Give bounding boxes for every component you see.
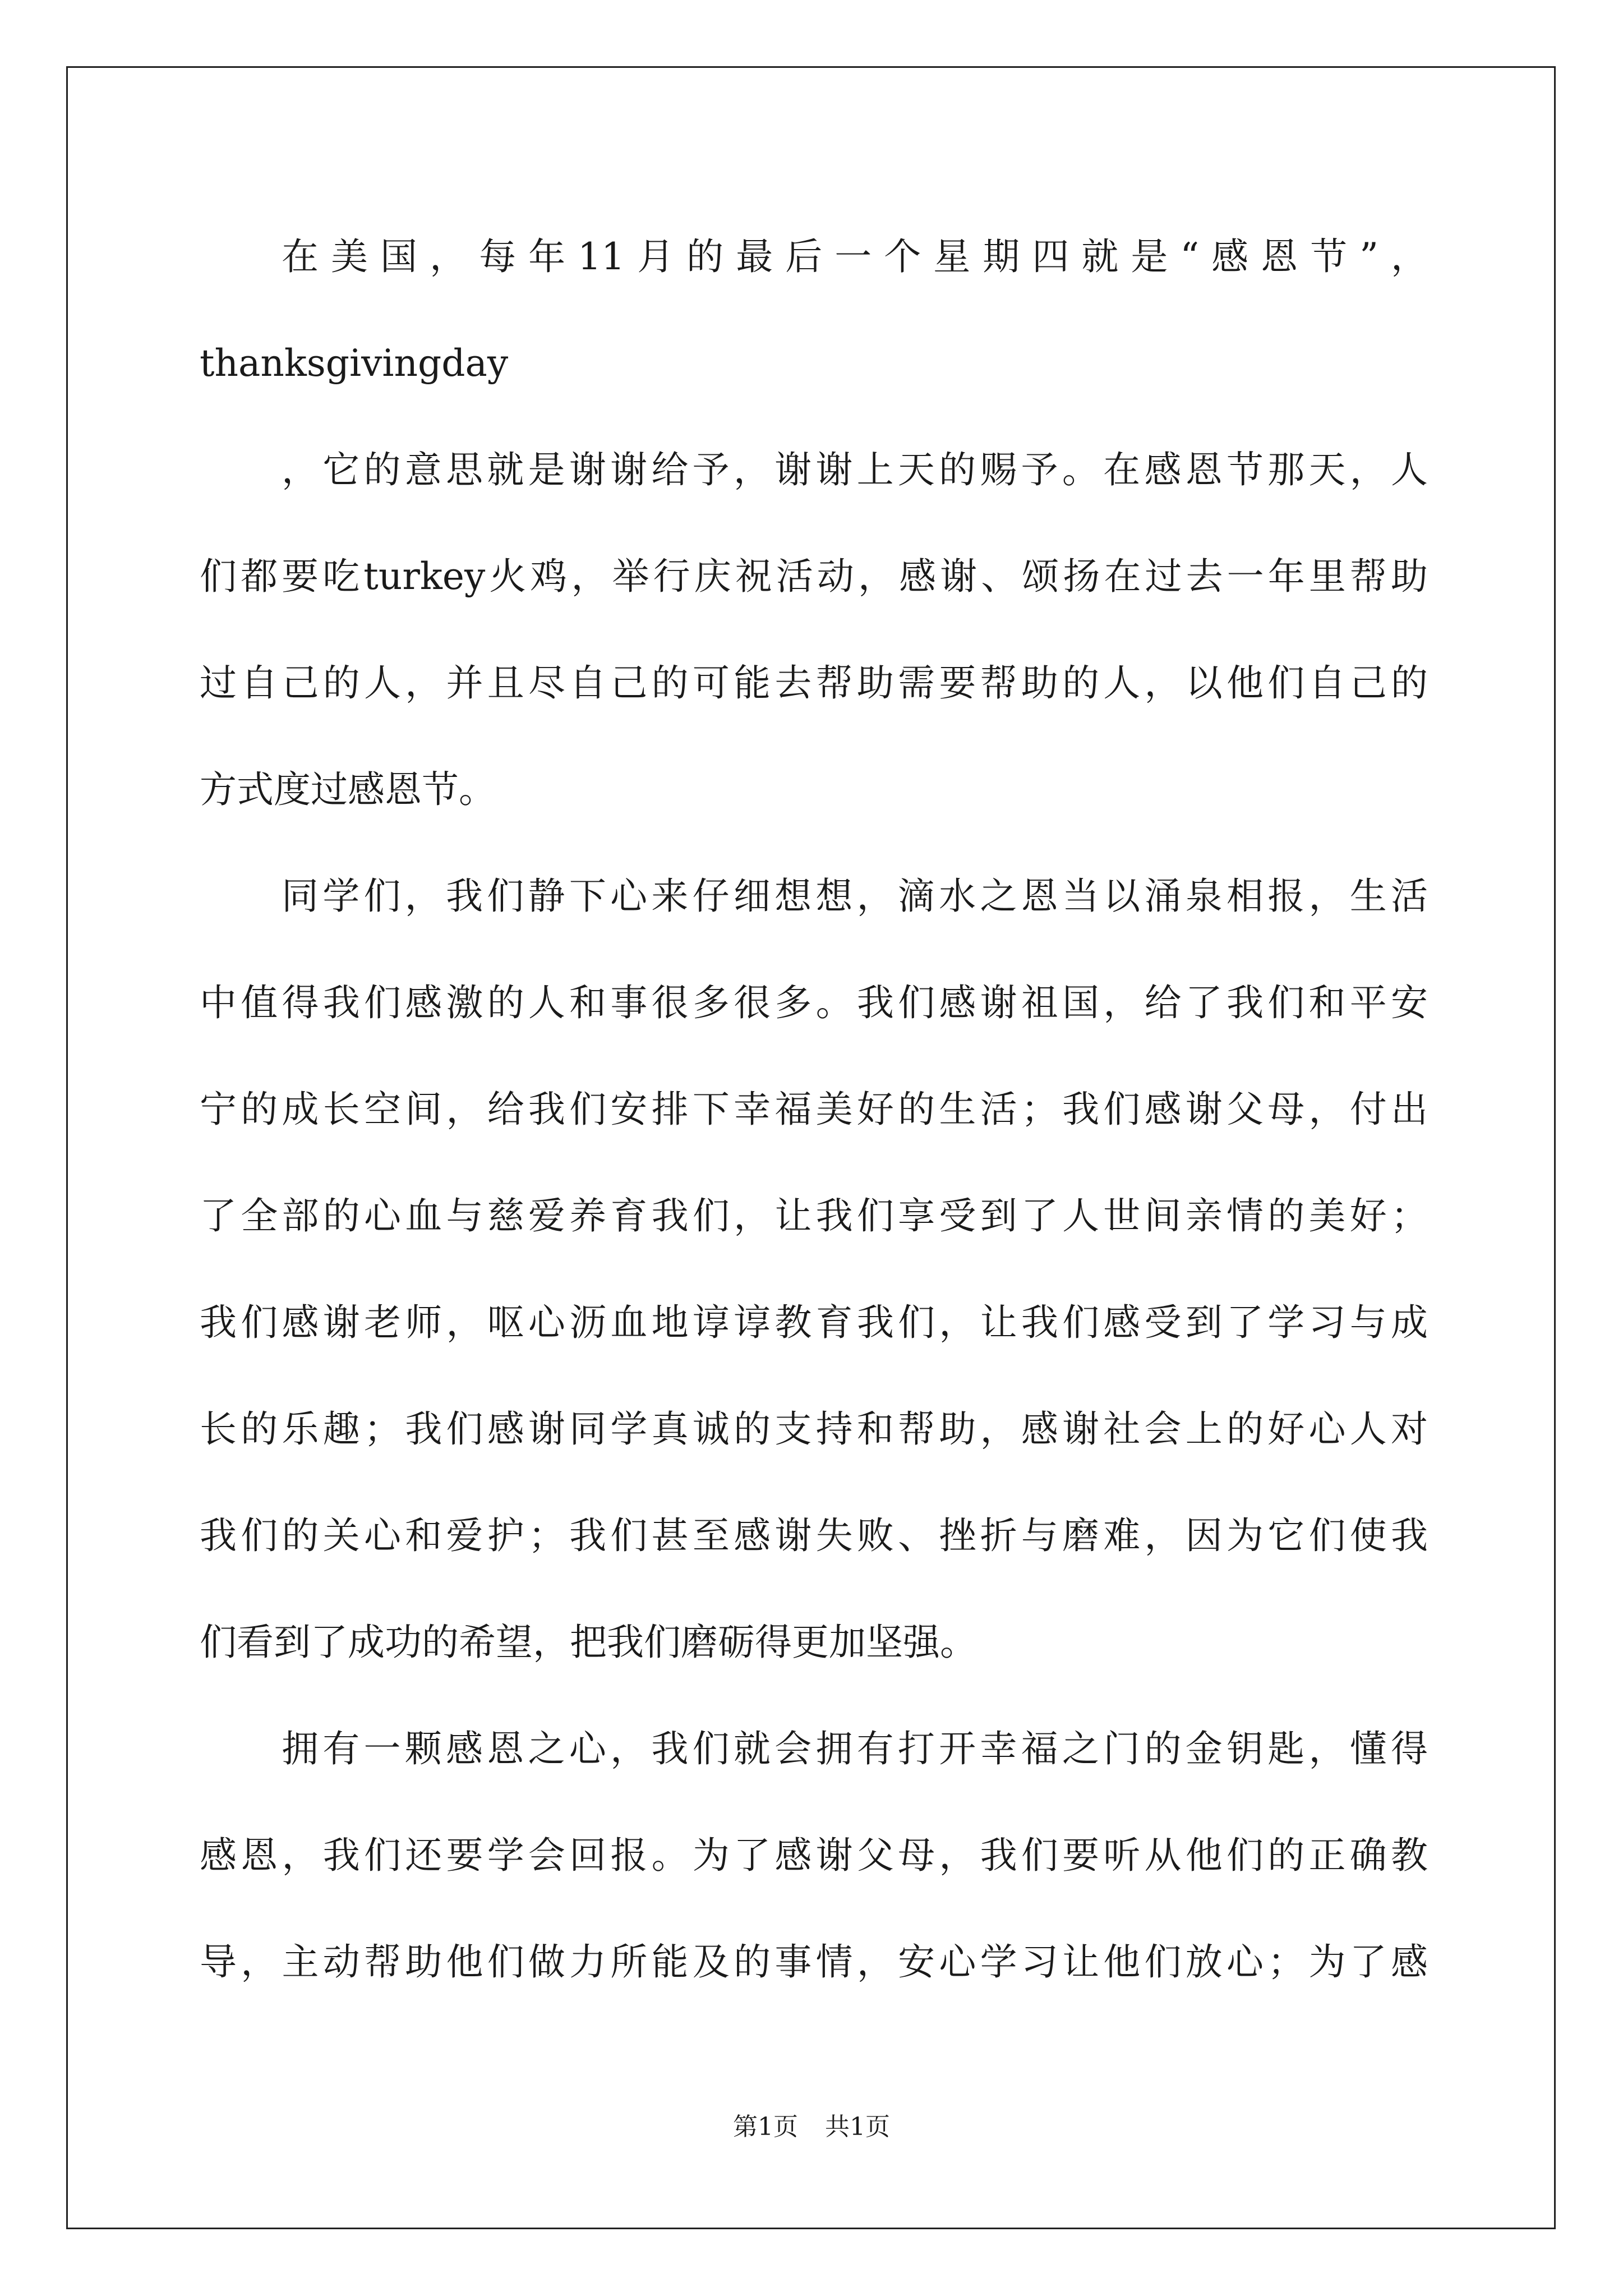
text-line-4: 们都要吃turkey火鸡，举行庆祝活动，感谢、颂扬在过去一年里帮助 [200, 555, 1428, 598]
text-line-5: 过自己的人，并且尽自己的可能去帮助需要帮助的人，以他们自己的 [200, 661, 1428, 705]
text-line-14: 们看到了成功的希望，把我们磨砺得更加坚强。 [200, 1621, 977, 1664]
text-line-9: 宁的成长空间，给我们安排下幸福美好的生活；我们感谢父母，付出 [200, 1088, 1428, 1131]
text-line-16: 感恩，我们还要学会回报。为了感谢父母，我们要听从他们的正确教 [200, 1834, 1428, 1877]
text-line-6: 方式度过感恩节。 [200, 768, 496, 811]
page-number: 第1页 [733, 2113, 798, 2141]
text-line-2: thanksgivingday [200, 342, 509, 385]
text-line-15: 拥有一颗感恩之心，我们就会拥有打开幸福之门的金钥匙，懂得 [282, 1727, 1428, 1770]
text-line-17: 导，主动帮助他们做力所能及的事情，安心学习让他们放心；为了感 [200, 1940, 1428, 1984]
text-line-10: 了全部的心血与慈爱养育我们，让我们享受到了人世间亲情的美好； [200, 1194, 1428, 1237]
page-total: 共1页 [825, 2113, 890, 2141]
text-line-3: ，它的意思就是谢谢给予，谢谢上天的赐予。在感恩节那天，人 [282, 448, 1428, 491]
text-line-11: 我们感谢老师，呕心沥血地谆谆教育我们，让我们感受到了学习与成 [200, 1301, 1428, 1344]
text-line-13: 我们的关心和爱护；我们甚至感谢失败、挫折与磨难，因为它们使我 [200, 1514, 1428, 1557]
text-line-8: 中值得我们感激的人和事很多很多。我们感谢祖国，给了我们和平安 [200, 981, 1428, 1024]
page-footer [0, 2110, 1623, 2144]
text-line-7: 同学们，我们静下心来仔细想想，滴水之恩当以涌泉相报，生活 [282, 875, 1428, 918]
text-line-12: 长的乐趣；我们感谢同学真诚的支持和帮助，感谢社会上的好心人对 [200, 1407, 1428, 1451]
text-line-1: 在美国，每年11月的最后一个星期四就是“感恩节”， [282, 235, 1428, 278]
